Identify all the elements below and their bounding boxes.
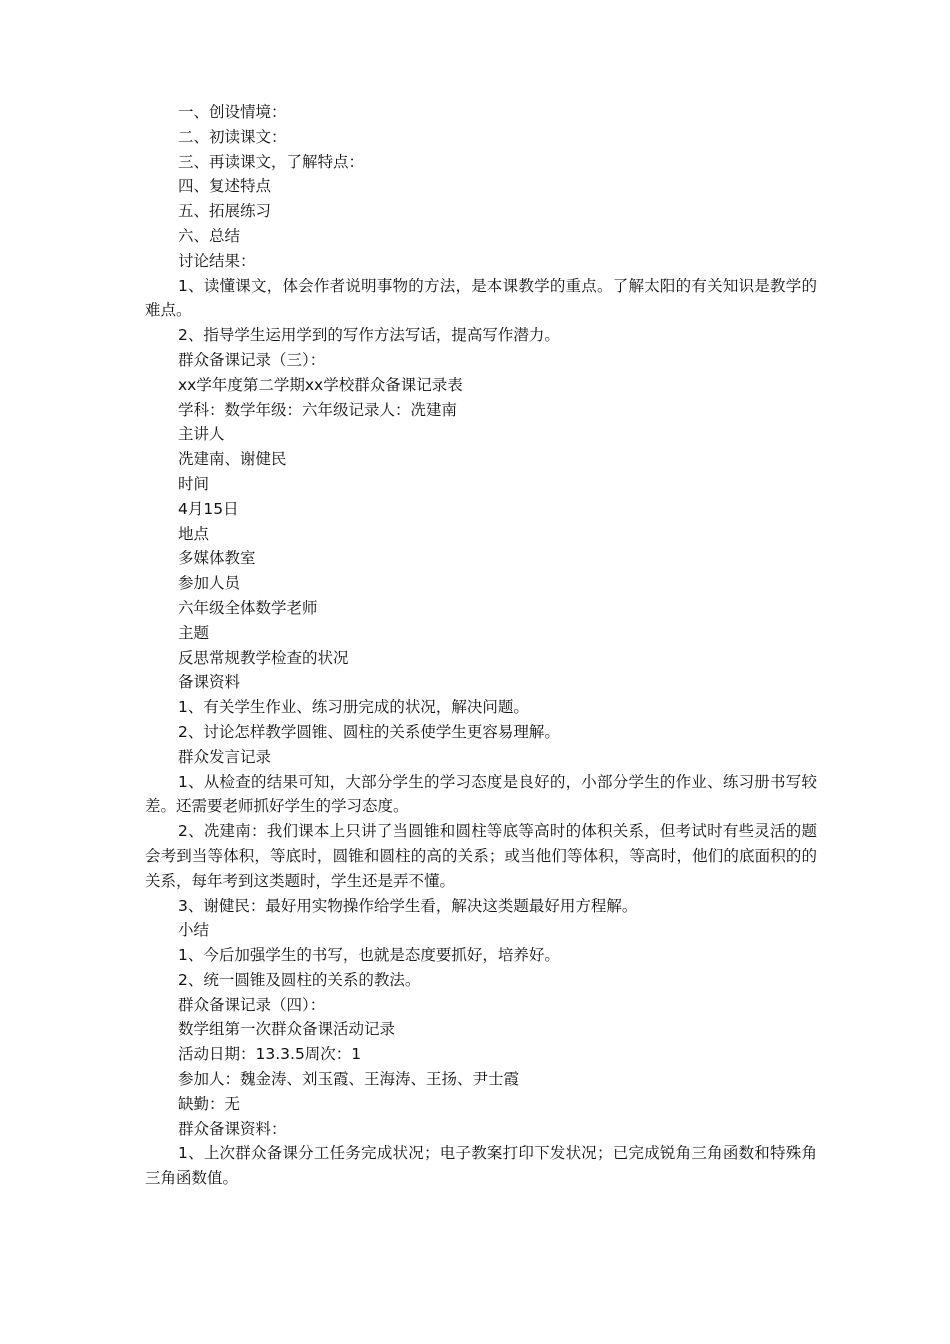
text-line: 讨论结果：	[178, 251, 256, 270]
field-label: 地点	[178, 524, 210, 543]
field-value: 多媒体教室	[178, 549, 256, 568]
field-value: 4月15日	[178, 499, 239, 518]
field-label: 小结	[178, 921, 210, 940]
text-line: 群众备课资料：	[178, 1119, 287, 1138]
text-line: 缺勤：无	[178, 1094, 241, 1113]
text-paragraph: 2、冼建南：我们课本上只讲了当圆锥和圆柱等底等高时的体积关系，但考试时有些灵活的题会考到当等体积，等底时，圆锥和圆柱的高的关系；或当他们等体积，等高时，他们的底面积的的关系，每年考到这类题时，学生还是弄不懂。	[145, 822, 817, 890]
field-value: 反思常规教学检查的状况	[178, 648, 349, 667]
text-line: 数学组第一次群众备课活动记录	[178, 1020, 396, 1039]
text-line: 五、拓展练习	[178, 202, 272, 221]
field-label: 时间	[178, 474, 210, 493]
text-line: 2、讨论怎样教学圆锥、圆柱的关系使学生更容易理解。	[178, 722, 560, 741]
text-line: 3、谢健民：最好用实物操作给学生看，解决这类题最好用方程解。	[178, 896, 638, 915]
document-body	[145, 100, 817, 1191]
text-line: 1、今后加强学生的书写，也就是态度要抓好，培养好。	[178, 946, 560, 965]
field-label: 参加人员	[178, 574, 241, 593]
section-heading: 群众备课记录（四）：	[178, 995, 326, 1014]
text-line: 一、创设情境：	[178, 103, 287, 121]
field-label: 备课资料	[178, 673, 241, 692]
text-line: 六、总结	[178, 226, 241, 245]
text-paragraph: 1、从检查的结果可知，大部分学生的学习态度是良好的，小部分学生的作业、练习册书写较差。还需要老师抓好学生的学习态度。	[145, 772, 817, 816]
text-line: 活动日期：13.3.5周次：1	[178, 1045, 362, 1064]
text-line: 参加人：魏金涛、刘玉霞、王海涛、王扬、尹士霞	[178, 1070, 520, 1089]
text-line: 三、再读课文，了解特点：	[178, 152, 365, 171]
field-value: 冼建南、谢健民	[178, 450, 287, 469]
field-label: 群众发言记录	[178, 747, 272, 766]
field-label: 主题	[178, 623, 210, 642]
text-line: 学科：数学年级：六年级记录人：冼建南	[178, 400, 458, 419]
text-line: 1、有关学生作业、练习册完成的状况，解决问题。	[178, 698, 529, 717]
text-line: 二、初读课文：	[178, 127, 287, 146]
table-title: xx学年度第二学期xx学校群众备课记录表	[178, 375, 463, 394]
text-paragraph: 1、上次群众备课分工任务完成状况；电子教案打印下发状况；已完成锐角三角函数和特殊角三角函数值。	[145, 1144, 817, 1188]
section-heading: 群众备课记录（三）：	[178, 350, 326, 369]
text-paragraph: 1、读懂课文，体会作者说明事物的方法，是本课教学的重点。了解太阳的有关知识是教学的难点。	[145, 276, 817, 320]
text-line: 四、复述特点	[178, 177, 272, 196]
field-value: 六年级全体数学老师	[178, 598, 318, 617]
text-line: 2、统一圆锥及圆柱的关系的教法。	[178, 970, 421, 989]
text-line: 2、指导学生运用学到的写作方法写话，提高写作潜力。	[178, 326, 560, 345]
field-label: 主讲人	[178, 425, 225, 444]
